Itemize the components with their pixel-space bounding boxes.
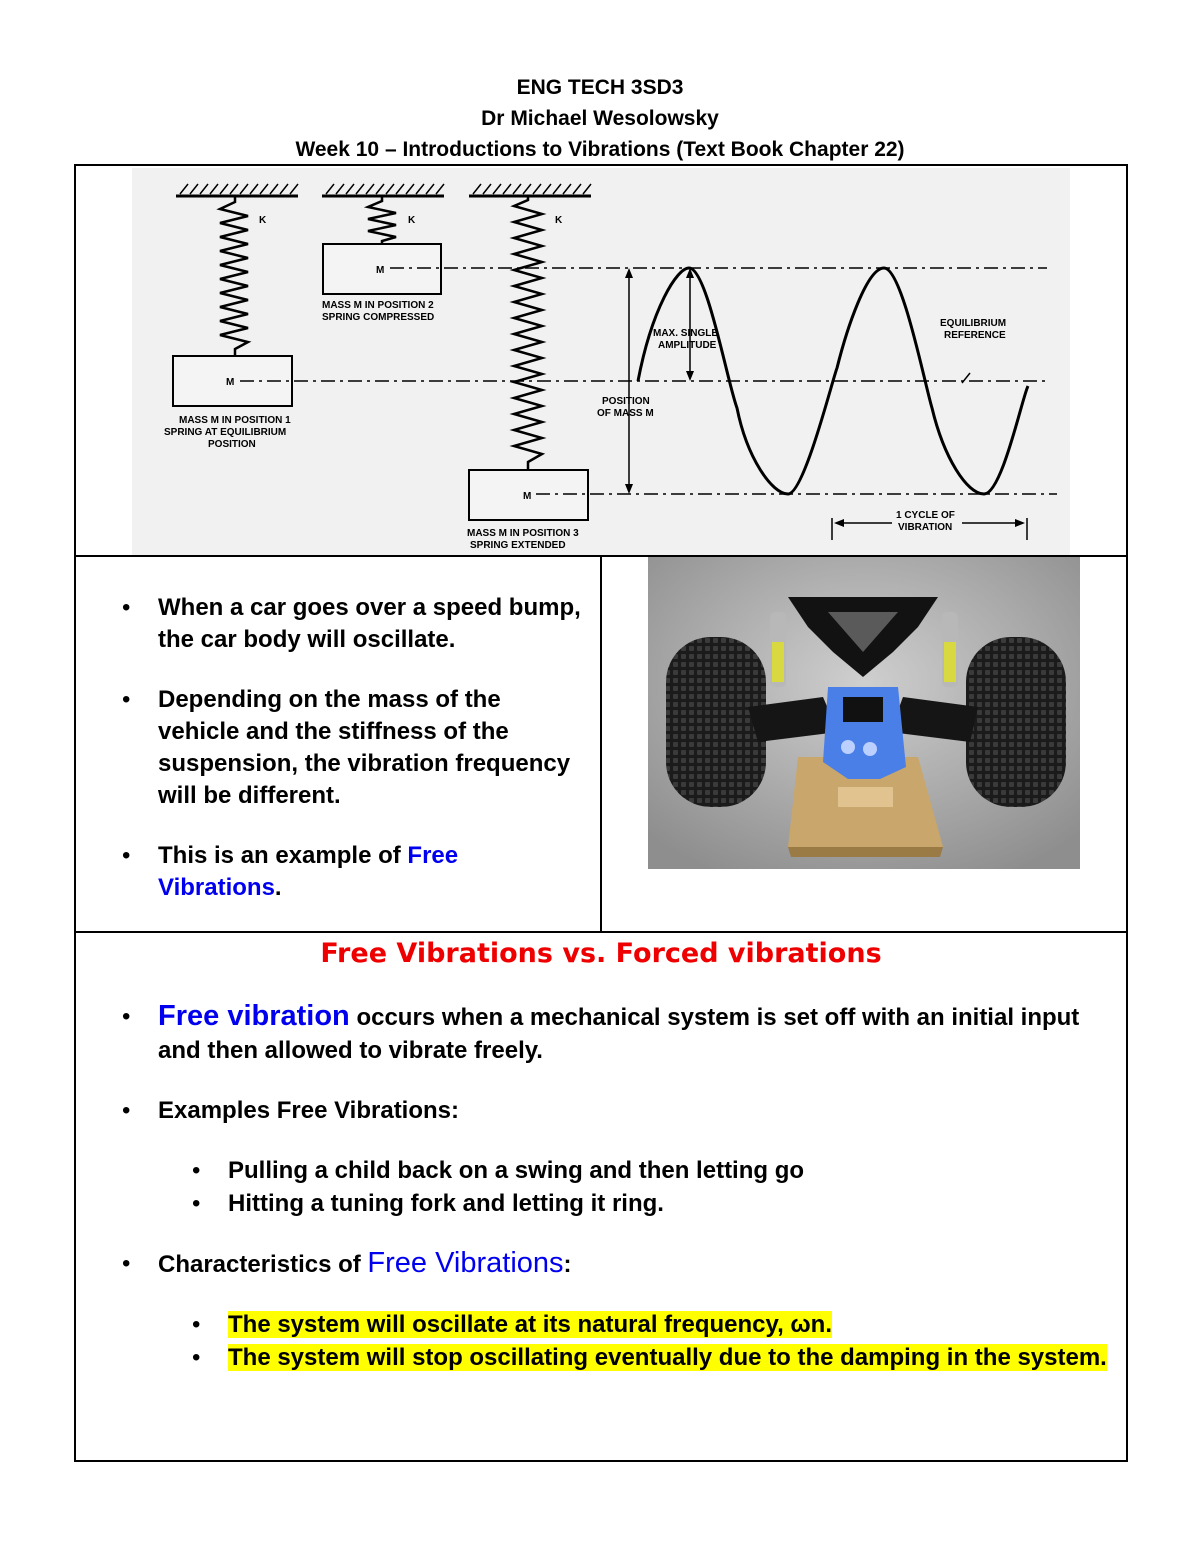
example-text: Pulling a child back on a swing and then letting go xyxy=(228,1157,805,1184)
list-item xyxy=(228,1341,1108,1374)
list-item xyxy=(158,684,588,812)
list-item xyxy=(158,1094,1108,1127)
vibration-diagram-svg xyxy=(132,168,1070,555)
spring-3 xyxy=(514,196,542,469)
cycle-caption-2: VIBRATION xyxy=(898,522,953,533)
list-item xyxy=(158,1000,1108,1067)
definition-text: occurs when a mechanical system is set off with an initial input and then allowed to vibrate freely. xyxy=(158,1004,1080,1064)
examples-label: Examples Free Vibrations: xyxy=(158,1097,460,1124)
list-item xyxy=(228,1154,1108,1187)
sub-list-container xyxy=(158,1308,1108,1374)
list-item xyxy=(228,1308,1108,1341)
mass-3-label: M xyxy=(523,491,532,502)
instructor-name: Dr Michael Wesolowsky xyxy=(481,107,719,130)
example-text: Hitting a tuning fork and letting it ring. xyxy=(228,1190,664,1217)
car-bullet-list xyxy=(158,592,588,932)
spring-mass-diagram xyxy=(132,168,1070,555)
ceiling-supports xyxy=(176,184,591,196)
free-vibrations-term: Free Vibrations xyxy=(158,842,459,901)
characteristics-colon: : xyxy=(563,1251,572,1278)
mass-2-label: M xyxy=(376,265,385,276)
spring-3-k-label: K xyxy=(555,215,563,226)
bullet-text: Depending on the mass of the vehicle and the stiffness of the suspension, the vibration frequency will be different. xyxy=(158,686,571,809)
pos1-caption-3: POSITION xyxy=(208,439,256,450)
arrow-heads xyxy=(625,268,1025,527)
spring-1 xyxy=(220,196,248,356)
list-item xyxy=(158,592,588,656)
characteristic-text: The system will oscillate at its natural frequency, ωn. xyxy=(228,1311,833,1338)
suspension-photo-svg xyxy=(648,557,1080,869)
free-vibrations-list xyxy=(158,1000,1108,1374)
equilibrium-caption-2: REFERENCE xyxy=(944,330,1006,341)
list-item xyxy=(228,1187,1108,1220)
pos2-caption-1: MASS M IN POSITION 2 xyxy=(322,300,434,311)
examples-sublist xyxy=(228,1154,1108,1220)
section-title: Free Vibrations vs. Forced vibrations xyxy=(320,938,882,969)
amplitude-caption-2: AMPLITUDE xyxy=(658,340,717,351)
spring-2-k-label: K xyxy=(408,215,416,226)
content-table xyxy=(74,164,1128,1462)
free-vibrations-term: Free Vibrations xyxy=(367,1247,564,1279)
position-caption-1: POSITION xyxy=(602,396,650,407)
characteristics-label: Characteristics of xyxy=(158,1251,368,1278)
pos3-caption-2: SPRING EXTENDED xyxy=(470,540,566,551)
characteristic-text: The system will stop oscillating eventually due to the damping in the system. xyxy=(228,1344,1107,1371)
characteristics-sublist xyxy=(228,1308,1108,1374)
position-caption-2: OF MASS M xyxy=(597,408,654,419)
pos3-caption-1: MASS M IN POSITION 3 xyxy=(467,528,579,539)
bullet-text: This is an example of xyxy=(158,842,408,869)
spring-2 xyxy=(368,196,396,244)
pos2-caption-2: SPRING COMPRESSED xyxy=(322,312,435,323)
cycle-caption-1: 1 CYCLE OF xyxy=(896,510,955,521)
spring-1-k-label: K xyxy=(259,215,267,226)
row-divider-2 xyxy=(76,931,1126,933)
amplitude-arrows xyxy=(629,272,1027,540)
course-code: ENG TECH 3SD3 xyxy=(516,76,684,99)
pos1-caption-2: SPRING AT EQUILIBRIUM xyxy=(164,427,287,438)
list-item xyxy=(158,1247,1108,1281)
rc-car-suspension-photo xyxy=(648,557,1080,869)
sub-list-container xyxy=(158,1154,1108,1220)
list-item xyxy=(158,840,588,904)
equilibrium-caption-1: EQUILIBRIUM xyxy=(940,318,1007,329)
bullet-suffix: . xyxy=(274,874,282,901)
bullet-text: When a car goes over a speed bump, the car body will oscillate. xyxy=(158,594,581,653)
pos1-caption-1: MASS M IN POSITION 1 xyxy=(179,415,291,426)
free-vibration-term: Free vibration xyxy=(158,1000,350,1032)
amplitude-caption-1: MAX. SINGLE xyxy=(653,328,719,339)
column-divider xyxy=(600,557,602,931)
week-title: Week 10 – Introductions to Vibrations (Text Book Chapter 22) xyxy=(295,138,905,161)
masses xyxy=(173,244,588,520)
mass-1-label: M xyxy=(226,377,235,388)
